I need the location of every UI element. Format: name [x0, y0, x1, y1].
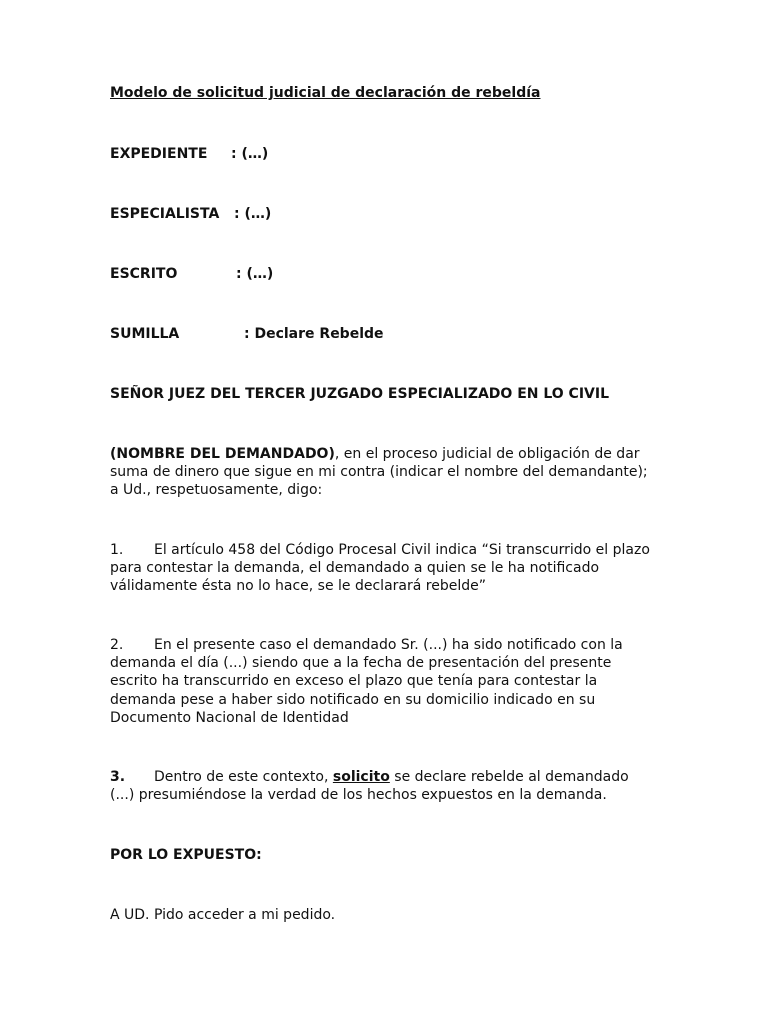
intro-text: suma de dinero que sigue en mi contra (indicar el nombre del demandante);: [110, 464, 648, 481]
item-number: 1.: [110, 542, 124, 558]
item-text: Dentro de este contexto,: [154, 769, 333, 785]
item-text: (...) presumiéndose la verdad de los hechos expuestos en la demanda.: [110, 787, 607, 804]
item-text: válidamente ésta no lo hace, se le declarará rebelde”: [110, 578, 486, 595]
item-text: Documento Nacional de Identidad: [110, 709, 349, 726]
field-value: : (…): [231, 146, 269, 162]
field-label: SUMILLA: [110, 326, 180, 342]
field-value: : Declare Rebelde: [244, 326, 384, 342]
defendant-name: (NOMBRE DEL DEMANDADO): [110, 446, 335, 462]
intro-text: , en el proceso judicial de obligación de dar: [334, 446, 640, 462]
field-label: ESPECIALISTA: [110, 206, 220, 222]
addressee: SEÑOR JUEZ DEL TERCER JUZGADO ESPECIALIZADO EN LO CIVIL: [110, 386, 610, 402]
item-text: En el presente caso el demandado Sr. (...) ha sido notificado con la: [154, 637, 623, 653]
field-label: ESCRITO: [110, 266, 178, 282]
item-number: 3.: [110, 769, 126, 785]
item-text: para contestar la demanda, el demandado a quien se le ha notificado: [110, 560, 600, 577]
field-escrito: [110, 265, 274, 283]
item-1: [110, 541, 670, 596]
item-text: demanda el día (...) siendo que a la fecha de presentación del presente: [110, 655, 612, 672]
item-text: escrito ha transcurrido en exceso el plazo que tenía para contestar la: [110, 673, 598, 690]
item-number: 2.: [110, 637, 124, 653]
item-3: [110, 768, 670, 804]
item-text: demanda pese a haber sido notificado en su domicilio indicado en su: [110, 691, 596, 708]
closing-heading: POR LO EXPUESTO:: [110, 847, 262, 863]
field-sumilla: [110, 325, 384, 343]
intro-text: a Ud., respetuosamente, digo:: [110, 482, 323, 499]
field-value: : (…): [236, 266, 274, 282]
item-2: [110, 636, 670, 727]
closing-text: A UD. Pido acceder a mi pedido.: [110, 907, 336, 923]
request-keyword: solicito: [332, 769, 390, 785]
field-value: : (…): [234, 206, 272, 222]
item-text: se declare rebelde al demandado: [389, 769, 629, 785]
intro-paragraph: [110, 445, 670, 500]
field-expediente: [110, 145, 269, 163]
document-title: Modelo de solicitud judicial de declaración de rebeldía: [110, 85, 541, 101]
field-especialista: [110, 205, 272, 223]
field-label: EXPEDIENTE: [110, 146, 208, 162]
item-text: El artículo 458 del Código Procesal Civil indica “Si transcurrido el plazo: [154, 542, 650, 558]
